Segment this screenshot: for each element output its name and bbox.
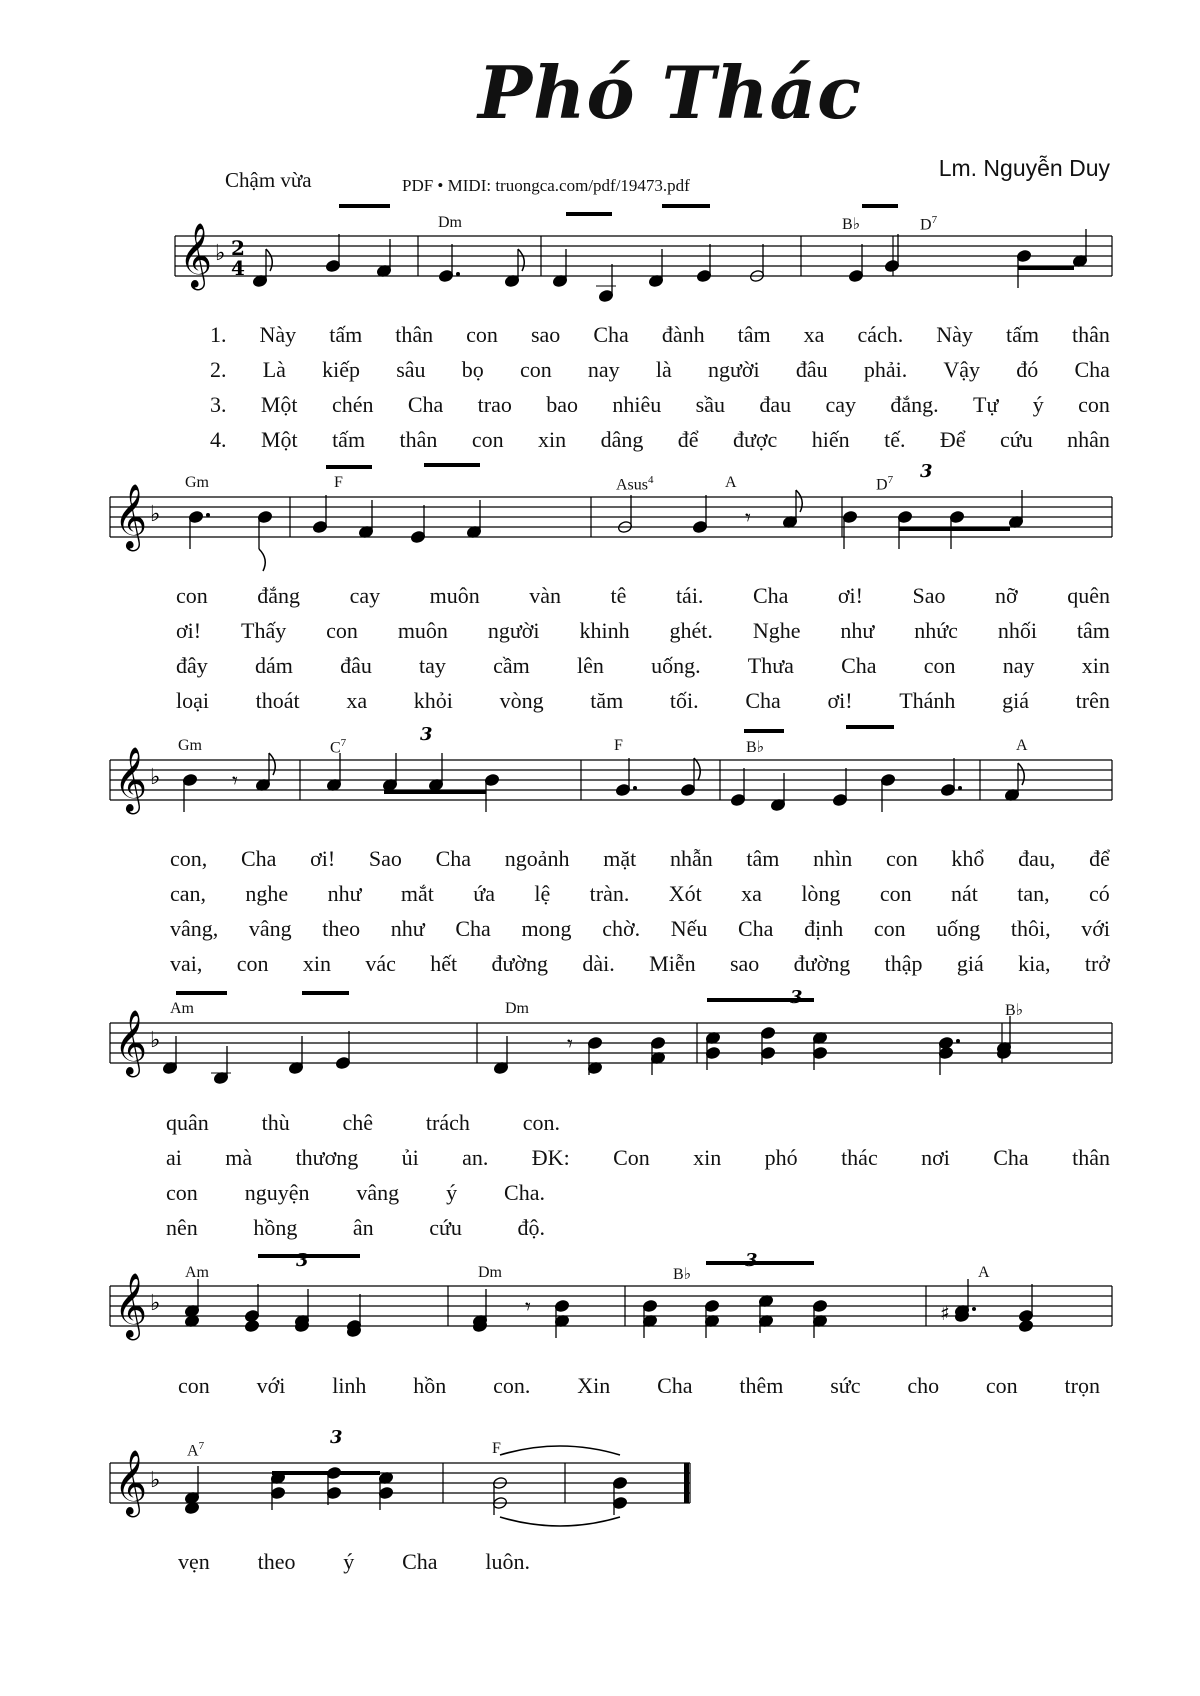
lyric-syllable: thương (295, 1145, 359, 1170)
lyric-syllable: con (923, 653, 956, 678)
chord-symbol: A (1016, 737, 1028, 754)
treble-clef-icon: 𝄞 (179, 223, 213, 288)
sharp-icon: ♯ (940, 1301, 950, 1325)
lyric-syllable: muôn (429, 583, 480, 608)
chord-symbol: Dm (505, 1000, 529, 1017)
triplet-mark: 3 (745, 1250, 758, 1271)
lyric-syllable: giá (956, 951, 984, 976)
lyric-syllable: xa (741, 881, 762, 906)
lyric-syllable: vâng (356, 1180, 400, 1205)
lyric-syllable: 2. (210, 357, 227, 382)
lyric-line (210, 392, 1110, 418)
lyric-syllable: được (733, 427, 778, 452)
lyric-syllable: cầm (493, 653, 530, 678)
lyric-syllable: lên (576, 653, 604, 678)
lyric-syllable: tê (610, 583, 627, 608)
lyric-line (170, 916, 1110, 942)
lyric-syllable: khỏi (413, 688, 453, 713)
lyric-syllable: Cha. (504, 1180, 545, 1205)
lyric-syllable: nỡ (995, 583, 1018, 608)
lyric-syllable: ý (1032, 392, 1044, 417)
chord-symbol: F (334, 474, 343, 491)
lyric-syllable: quên (1067, 583, 1110, 608)
flat-icon: ♭ (150, 1028, 161, 1053)
chord-symbol: F (614, 737, 623, 754)
lyric-syllable: Cha (841, 653, 877, 678)
treble-clef-icon: 𝄞 (114, 1273, 148, 1338)
lyric-syllable: dâng (600, 427, 644, 452)
lyric-syllable: con, (170, 846, 208, 871)
lyric-syllable: độ. (517, 1215, 545, 1240)
lyric-syllable: nhiêu (612, 392, 662, 417)
lyric-syllable: Là (262, 357, 286, 382)
chord-symbol: $A^7$ (187, 1440, 205, 1460)
lyric-syllable: Cha (993, 1145, 1029, 1170)
lyric-syllable: khinh (579, 618, 630, 643)
lyric-syllable: Miễn (649, 951, 696, 976)
lyric-syllable: Này (936, 322, 973, 347)
lyric-syllable: nay (587, 357, 620, 382)
chord-symbol: B♭ (673, 1266, 692, 1283)
lyric-syllable: tay (419, 653, 446, 678)
lyric-syllable: như (390, 916, 425, 941)
lyric-syllable: con (519, 357, 552, 382)
lyric-syllable: sức (830, 1373, 861, 1398)
lyric-line (178, 1549, 530, 1575)
lyric-syllable: nay (1002, 653, 1035, 678)
lyric-syllable: Này (259, 322, 297, 347)
chord-symbol: Gm (185, 474, 209, 491)
chord-symbol: $D^7$ (920, 214, 938, 234)
note-flag (266, 249, 272, 271)
lyric-syllable: Cha (738, 916, 774, 941)
lyric-syllable: con (236, 951, 269, 976)
lyric-syllable: cứu (429, 1215, 462, 1240)
note-flag (518, 249, 524, 271)
lyric-syllable: trở (1084, 951, 1110, 976)
chord-symbol: F (492, 1440, 501, 1457)
chord-symbol: Dm (478, 1264, 502, 1281)
lyric-syllable: uống (936, 916, 981, 941)
lyric-syllable: con. (522, 1110, 560, 1135)
lyric-line (166, 1180, 545, 1206)
lyric-syllable: tối. (669, 688, 699, 713)
lyric-syllable: tâm (1076, 618, 1110, 643)
lyric-syllable: uống. (651, 653, 701, 678)
lyric-syllable: đắng. (890, 392, 939, 417)
lyric-syllable: đâu (795, 357, 828, 382)
lyric-syllable: là (655, 357, 672, 382)
lyric-syllable: giá (1002, 688, 1029, 713)
lyric-syllable: Tự (973, 392, 999, 417)
lyric-syllable: xin (538, 427, 567, 452)
lyric-syllable: hồn (413, 1373, 447, 1398)
lyric-line (166, 1110, 560, 1136)
lyric-syllable: để (1089, 846, 1110, 871)
lyric-line (170, 846, 1110, 872)
time-signature: 2 (231, 236, 245, 260)
chord-symbol: Am (185, 1264, 209, 1281)
lyric-syllable: cho (907, 1373, 940, 1398)
triplet-mark: 3 (330, 1427, 343, 1448)
lyric-syllable: ứa (473, 881, 495, 906)
lyric-syllable: chê (342, 1110, 374, 1135)
lyric-syllable: khổ (951, 846, 985, 871)
lyric-syllable: tâm (746, 846, 780, 871)
lyric-syllable: kiếp (322, 357, 360, 382)
lyric-syllable: trách (425, 1110, 470, 1135)
lyric-syllable: Để (939, 427, 966, 452)
lyric-syllable: xa (346, 688, 368, 713)
lyric-syllable: đành (661, 322, 705, 347)
lyric-syllable: lòng (801, 881, 841, 906)
lyric-syllable: can, (170, 881, 207, 906)
lyric-syllable: vẹn (178, 1549, 210, 1574)
lyric-syllable: con (326, 618, 358, 643)
lyric-syllable: thân (1072, 1145, 1110, 1170)
lyric-syllable: cay (349, 583, 381, 608)
lyric-line (166, 1215, 545, 1241)
lyric-syllable: ghét. (669, 618, 713, 643)
lyric-syllable: chén (331, 392, 374, 417)
dot (956, 1039, 960, 1043)
rest-icon: 𝄾 (232, 769, 238, 794)
time-signature: 4 (231, 256, 245, 280)
lyric-syllable: Thấy (241, 618, 287, 643)
lyric-syllable: con (885, 846, 918, 871)
lyric-line (176, 688, 1110, 714)
source-link[interactable]: PDF • MIDI: truongca.com/pdf/19473.pdf (402, 176, 690, 195)
lyric-syllable: Thưa (747, 653, 794, 678)
note-flag (259, 549, 265, 571)
chord-symbol: Dm (438, 214, 462, 231)
lyric-syllable: vòng (499, 688, 544, 713)
dot (633, 786, 637, 790)
lyric-syllable: nát (950, 881, 978, 906)
lyric-syllable: đắng (257, 583, 301, 608)
note-head (244, 1319, 259, 1332)
flat-icon: ♭ (150, 1291, 161, 1316)
lyric-syllable: thoát (255, 688, 300, 713)
lyric-syllable: theo (257, 1549, 296, 1574)
lyric-syllable: đường (793, 951, 851, 976)
lyric-syllable: mong (521, 916, 572, 941)
lyric-syllable: ý (446, 1180, 458, 1205)
rest-icon: 𝄾 (567, 1032, 573, 1057)
lyric-syllable: đau, (1018, 846, 1056, 871)
lyric-syllable: Xin (577, 1373, 611, 1398)
lyric-syllable: ơi! (176, 618, 202, 643)
lyric-syllable: hiến (811, 427, 850, 452)
lyric-syllable: đau (759, 392, 792, 417)
lyric-line (176, 653, 1110, 679)
treble-clef-icon: 𝄞 (114, 484, 148, 549)
lyric-syllable: hết (430, 951, 458, 976)
lyric-syllable: đó (1016, 357, 1039, 382)
lyric-syllable: tấm (332, 427, 366, 452)
chord-symbol: B♭ (1005, 1002, 1024, 1019)
note-flag (1018, 763, 1024, 785)
triplet-mark: 3 (790, 987, 803, 1008)
lyric-syllable: Sao (912, 583, 946, 608)
lyric-syllable: 4. (210, 427, 227, 452)
lyric-syllable: ai (166, 1145, 182, 1170)
lyric-syllable: con (873, 916, 906, 941)
lyric-syllable: thân (399, 427, 438, 452)
lyric-syllable: mắt (400, 881, 434, 906)
lyric-syllable: lệ (534, 881, 551, 906)
lyric-syllable: con (879, 881, 912, 906)
lyric-line (176, 618, 1110, 644)
lyric-syllable: cách. (857, 322, 904, 347)
lyric-syllable: con (178, 1373, 210, 1398)
lyric-syllable: Nếu (670, 916, 708, 941)
lyric-syllable: bọ (461, 357, 484, 382)
chord-symbol: B♭ (842, 216, 861, 233)
lyric-syllable: Xót (668, 881, 702, 906)
lyric-syllable: dám (254, 653, 293, 678)
lyric-syllable: phải. (863, 357, 908, 382)
lyric-syllable: thôi, (1010, 916, 1051, 941)
lyric-syllable: nhìn (813, 846, 853, 871)
lyric-syllable: ân (352, 1215, 374, 1240)
lyric-syllable: con (471, 427, 504, 452)
lyric-syllable: tấm (329, 322, 363, 347)
lyric-syllable: nên (166, 1215, 198, 1240)
lyric-syllable: có (1089, 881, 1110, 906)
lyric-syllable: với (1081, 916, 1110, 941)
lyric-syllable: nơi (921, 1145, 950, 1170)
lyric-syllable: quân (166, 1110, 209, 1135)
lyric-syllable: cứu (1000, 427, 1033, 452)
chord-symbol: A (978, 1264, 990, 1281)
lyric-syllable: sầu (695, 392, 725, 417)
lyric-syllable: bao (546, 392, 579, 417)
triplet-mark: 3 (920, 461, 933, 482)
lyric-syllable: dài. (582, 951, 615, 976)
lyric-syllable: phó (764, 1145, 798, 1170)
dot (958, 786, 962, 790)
lyric-syllable: con (166, 1180, 198, 1205)
lyric-syllable: mà (225, 1145, 253, 1170)
lyric-syllable: cay (825, 392, 857, 417)
song-title: Phó Thác (478, 50, 862, 135)
lyric-syllable: con. (493, 1373, 531, 1398)
lyric-syllable: đường (491, 951, 549, 976)
rest-icon: 𝄾 (745, 506, 751, 531)
lyric-syllable: vác (365, 951, 396, 976)
lyric-syllable: loại (176, 688, 209, 713)
flat-icon: ♭ (150, 1468, 161, 1493)
lyric-syllable: Cha (752, 583, 789, 608)
lyric-syllable: xa (803, 322, 825, 347)
lyric-syllable: trọn (1064, 1373, 1100, 1398)
lyric-syllable: Cha (1074, 357, 1110, 382)
lyric-syllable: muôn (397, 618, 448, 643)
lyric-syllable: thân (1071, 322, 1110, 347)
lyric-syllable: chờ. (602, 916, 641, 941)
lyric-syllable: Cha (745, 688, 781, 713)
lyric-syllable: nguyện (244, 1180, 310, 1205)
lyric-syllable: vai, (170, 951, 203, 976)
triplet-mark: 3 (420, 724, 433, 745)
lyric-syllable: Một (260, 427, 298, 452)
lyric-syllable: thập (884, 951, 923, 976)
lyric-syllable: ĐK: (531, 1145, 570, 1170)
lyric-line (166, 1145, 1110, 1171)
lyric-syllable: sao (530, 322, 561, 347)
lyric-syllable: Cha (407, 392, 444, 417)
lyric-syllable: thân (395, 322, 434, 347)
lyric-syllable: Nghe (752, 618, 801, 643)
lyric-syllable: định (804, 916, 844, 941)
lyric-syllable: nhân (1067, 427, 1110, 452)
lyric-syllable: nghe (245, 881, 289, 906)
lyric-syllable: tăm (590, 688, 624, 713)
lyric-syllable: như (840, 618, 875, 643)
chord-symbol: A (725, 474, 737, 491)
lyric-syllable: ủi (401, 1145, 419, 1170)
chord-symbol: B♭ (746, 739, 765, 756)
chord-symbol: Am (170, 1000, 194, 1017)
lyric-syllable: ơi! (310, 846, 336, 871)
lyric-syllable: vàn (529, 583, 562, 608)
dot (456, 272, 460, 276)
lyric-syllable: Cha (455, 916, 491, 941)
dot (206, 513, 210, 517)
lyric-syllable: ơi! (827, 688, 853, 713)
lyric-syllable: xin (693, 1145, 722, 1170)
lyric-syllable: xin (302, 951, 331, 976)
note-flag (796, 490, 802, 512)
lyric-syllable: tấm (1005, 322, 1039, 347)
lyric-syllable: con (1078, 392, 1110, 417)
lyric-syllable: sâu (396, 357, 426, 382)
triplet-mark: 3 (296, 1250, 309, 1271)
lyric-line (210, 322, 1110, 348)
lyric-syllable: tan, (1017, 881, 1050, 906)
lyric-syllable: để (677, 427, 699, 452)
lyric-syllable: an. (462, 1145, 489, 1170)
composer: Lm. Nguyễn Duy (938, 155, 1110, 181)
lyric-syllable: Sao (368, 846, 402, 871)
rest-icon: 𝄾 (525, 1295, 531, 1320)
lyric-line (210, 427, 1110, 453)
lyric-syllable: 3. (210, 392, 227, 417)
lyric-syllable: Một (260, 392, 298, 417)
lyric-syllable: linh (332, 1373, 367, 1398)
lyric-syllable: con (985, 1373, 1018, 1398)
lyric-syllable: tràn. (589, 881, 630, 906)
lyric-syllable: hồng (253, 1215, 298, 1240)
lyric-syllable: với (256, 1373, 286, 1398)
lyric-syllable: người (487, 618, 540, 643)
chord-symbol: $D^7$ (876, 474, 894, 494)
lyric-line (210, 357, 1110, 383)
lyric-syllable: luôn. (485, 1549, 530, 1574)
lyric-syllable: như (327, 881, 362, 906)
treble-clef-icon: 𝄞 (114, 1450, 148, 1515)
lyric-syllable: trên (1075, 688, 1110, 713)
chord-symbol: Gm (178, 737, 202, 754)
lyric-syllable: xin (1081, 653, 1110, 678)
lyric-syllable: ơi! (837, 583, 863, 608)
lyric-syllable: 1. (210, 322, 227, 347)
flat-icon: ♭ (215, 241, 226, 266)
lyric-syllable: ngoảnh (504, 846, 570, 871)
lyric-syllable: Vậy (943, 357, 981, 382)
treble-clef-icon: 𝄞 (114, 1010, 148, 1075)
chord-symbol: Asus$^4$ (616, 474, 654, 494)
lyric-line (176, 583, 1110, 609)
note-head (1018, 1319, 1033, 1332)
lyric-syllable: con (176, 583, 208, 608)
lyric-syllable: thù (261, 1110, 290, 1135)
lyric-syllable: ý (343, 1549, 355, 1574)
lyric-syllable: theo (322, 916, 361, 941)
lyric-syllable: Cha (657, 1373, 693, 1398)
lyric-syllable: người (707, 357, 760, 382)
lyric-syllable: Cha (402, 1549, 438, 1574)
flat-icon: ♭ (150, 765, 161, 790)
lyric-syllable: Con (613, 1145, 650, 1170)
chord-symbol: $C^7$ (330, 737, 347, 757)
lyric-syllable: đây (176, 653, 208, 678)
lyric-syllable: thác (841, 1145, 878, 1170)
final-barline (684, 1463, 689, 1503)
flat-icon: ♭ (150, 502, 161, 527)
note-flag (694, 758, 700, 780)
lyric-syllable: nhức (914, 618, 958, 643)
lyric-syllable: thêm (739, 1373, 784, 1398)
lyric-syllable: sao (729, 951, 760, 976)
tempo-marking: Chậm vừa (225, 168, 312, 192)
tie (500, 1517, 620, 1526)
lyric-syllable: tái. (675, 583, 704, 608)
lyric-syllable: nhối (997, 618, 1037, 643)
note-flag (269, 753, 275, 775)
lyric-syllable: đâu (340, 653, 372, 678)
lyric-syllable: mặt (603, 846, 637, 871)
lyric-line (170, 951, 1110, 977)
lyric-line (170, 881, 1110, 907)
lyric-syllable: Cha (593, 322, 629, 347)
lyric-syllable: tế. (884, 427, 906, 452)
lyric-line (178, 1373, 1100, 1399)
tie (500, 1446, 620, 1455)
lyric-syllable: con (466, 322, 498, 347)
lyric-syllable: Cha (240, 846, 277, 871)
lyric-syllable: kia, (1018, 951, 1051, 976)
lyric-syllable: Cha (435, 846, 472, 871)
lyric-syllable: vâng, (170, 916, 219, 941)
lyric-syllable: tâm (737, 322, 771, 347)
dot (972, 1307, 976, 1311)
treble-clef-icon: 𝄞 (114, 747, 148, 812)
lyric-syllable: vâng (248, 916, 292, 941)
lyric-syllable: trao (477, 392, 512, 417)
lyric-syllable: nhẫn (669, 846, 713, 871)
lyric-syllable: Thánh (899, 688, 956, 713)
